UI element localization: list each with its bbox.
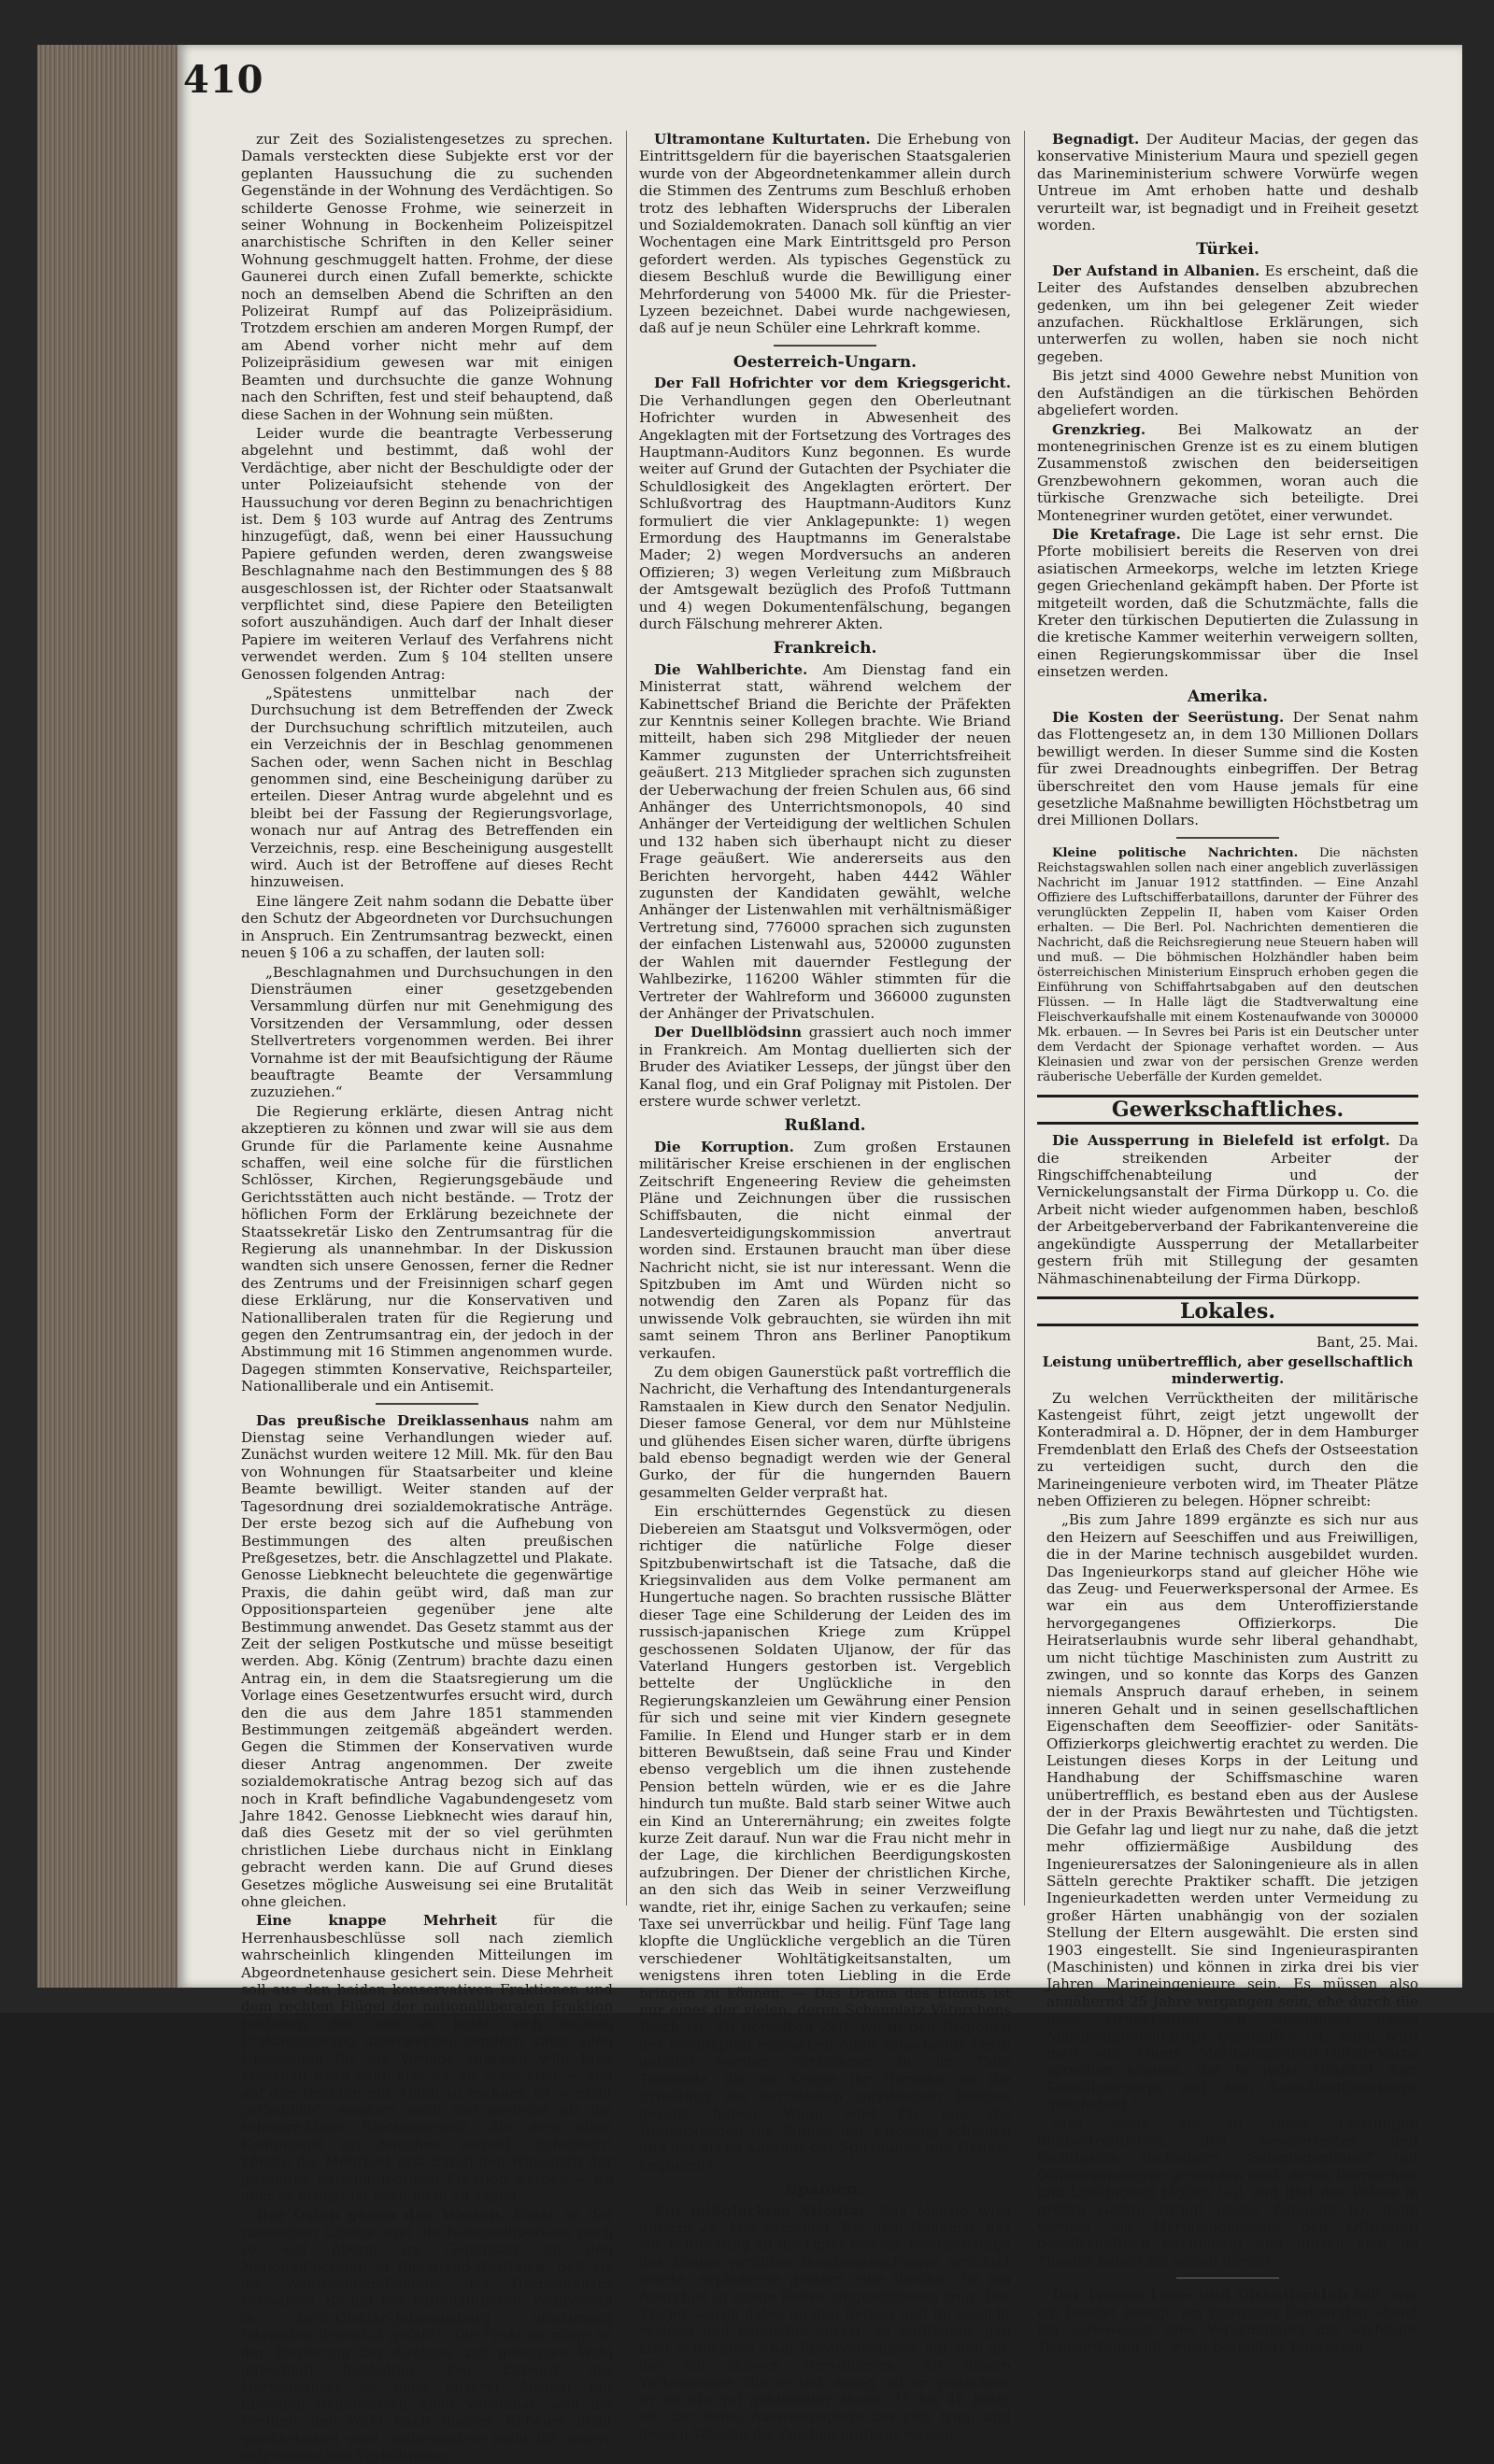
column-1: [241, 131, 614, 2464]
paragraph: Also wenn sie in ihren Leistungen unübertrefflichen, den bewährtesten und tüchtigsten Technikern „Saloningenieure“ mit Offiziersmanieren geworden sind, deren Bornierheit und Unfähigkeit täglich Gut und Blut des Volkes in größte Gefahr bringt (siehe Zeppelin II), dann werden die Marineingenieure den Offizieren gesellschaftlich ebenbürtig und dürfen sich im Theater neben sie setzen dürfen.: [1037, 2115, 1418, 2270]
paragraph: [1037, 2287, 1418, 2356]
column-2: [639, 131, 1011, 2443]
paragraph: [639, 1139, 1011, 1362]
article-lead-heading: Eine knappe Mehrheit: [256, 1912, 498, 1930]
article-title: Leistung unübertrefflich, aber gesellschaftlich minderwertig.: [1042, 1352, 1414, 1388]
article-body-text: Aus Madrid wird unterm 24. Mai gemeldet: Bei dem Denkmal, das zur Erinnerung an die Opfer des am Hochzeitstage des Königs verübten Bombenanschlages errichtet wurde, explodierte gestern eine Bombe, die ein Anarchist in einem Koffer eingeschlossen trug. Der Träger wurde dabei an den Beinen und im Gesicht verletzt und versuchte zuerst, zu entfliehen, gab aber schließlich zwei Revolverschüsse auf sich ab, die ihn schwer verwundeten. An diesen Verletzungen, die er sich zuzog, ist er gestorben. Er ist ein gut gekleideter Mann, 35 bis 40 Jahre alt, der keine Ausweispapiere bei sich trug, und dessen Wäsche die Zeichen entfernt waren.: [639, 2202, 1011, 2443]
section-divider: [1176, 2277, 1279, 2279]
article-body-text: nahm am Dienstag seine Verhandlungen wieder auf. Zunächst wurden weitere 12 Mill. Mk. für den Bau von Wohnungen für Staatsarbeiter und kleine Beamte bewilligt. Weiter standen auf der Tagesordnung drei sozialdemokratische Anträge. Der erste bezog sich auf die Aufhebung von Bestimmungen des alten preußischen Preßgesetzes, betr. die Anschlagzettel und Plakate. Genosse Liebknecht beleuchtete die gegenwärtige Praxis, die dahin geübt wird, daß man zur Oppositionsparteien gegenüber jene alte Bestimmung anwendet. Das Gesetz stammt aus der Zeit der seligen Postkutsche und müsse beseitigt werden. Abg. König (Zentrum) brachte dazu einen Antrag ein, in dem die Staatsregierung um die Vorlage eines Gesetzentwurfes ersucht wird, durch den die aus dem Jahre 1851 stammenden Bestimmungen zeitgemäß abgeändert werden. Gegen die Stimmen der Konservativen wurde dieser Antrag angenommen. Der zweite sozialdemokratische Antrag bezog sich auf das noch in Kraft befindliche Vagabundengesetz vom Jahre 1842. Genosse Liebknecht wies darauf hin, daß dies Gesetz mit der so viel gerühmten christlichen Liebe durchaus nicht in Einklang gebracht werden kann. Die auf Grund dieses Gesetzes mögliche Ausweisung sei eine Brutalität ohne gleichen.: [241, 1411, 613, 1911]
paragraph: Die Regierung erklärte, diesen Antrag nicht akzeptieren zu können und zwar will sie aus dem Grunde für die Parlamente keine Ausnahme schaffen, weil eine solche für die fürstlichen Schlösser, Kirchen, Regierungsgebäude und Gerichtsstätten auch nicht bestände. — Trotz der höflichen Form der Erklärung bezeichnete der Staatssekretär Lisko den Zentrumsantrag für die Regierung als unannehmbar. In der Diskussion wandten sich unsere Genossen, ferner die Redner des Zentrums und der Freisinnigen scharf gegen diese Erklärung, nur die Konservativen und Nationalliberalen traten für die Regierung und gegen den Zentrumsantrag ein, der jedoch in der Abstimmung mit 16 Stimmen angenommen wurde. Dagegen stimmten Konservative, Reichsparteiler, Nationalliberale und ein Antisemit.: [241, 1102, 613, 1395]
paragraph: [639, 1024, 1011, 1110]
article-lead-heading: Die Kretafrage.: [1052, 525, 1181, 543]
department-heading: Gewerkschaftliches.: [1037, 1095, 1418, 1125]
section-heading: Amerika.: [1187, 687, 1269, 706]
article-lead-heading: Der Fall Hofrichter vor dem Kriegsgericht.: [654, 375, 1011, 392]
paragraph: [1037, 421, 1418, 524]
article-body-text: Die Lage ist sehr ernst. Die Pforte mobilisiert bereits die Reserven von drei asiatischen Armeekorps, welche im letzten Kriege gegen Griechenland gekämpft haben. Der Pforte ist mitgeteilt worden, daß die Schutzmächte, falls die Kreter den türkischen Deputierten die Zulassung in die kretische Kammer weiterhin verweigern sollten, einen Regierungskommissar über die Insel einsetzen werden.: [1037, 525, 1418, 681]
paragraph: [1037, 846, 1418, 1085]
article-lead-heading: Das preußische Dreiklassenhaus: [256, 1411, 530, 1429]
article-body-text: Der Senat nahm das Flottengesetz an, in dem 130 Millionen Dollars bewilligt werden. In dieser Summe sind die Kosten für zwei Dreadnoughts einbegriffen. Der Betrag überschreitet den vom Hause jemals für eine gesetzliche Maßnahme bewilligten Höchstbetrag um drei Millionen Dollars.: [1037, 709, 1418, 829]
paragraph: Zu welchen Verrücktheiten der militärische Kastengeist führt, zeigt jetzt ungewollt der Konteradmiral a. D. Höpner, der in dem Hamburger Fremdenblatt den Erlaß des Chefs der Ostseestation zu verteidigen sucht, durch den die Marineingenieure verboten wird, im Theater Plätze neben Offizieren zu belegen. Höpner schreibt:: [1037, 1389, 1418, 1509]
section-divider: [774, 345, 876, 347]
article-lead-heading: Der Aufstand in Albanien.: [1052, 262, 1260, 279]
quoted-paragraph: „Beschlagnahmen und Durchsuchungen in den Diensträumen einer gesetzgebenden Versammlung dürfen nur mit Genehmigung des Vorsitzenden der Versammlung, oder dessen Stellvertreters vorgenommen werden. Bei ihrer Vornahme ist der mit Beaufsichtigung der Räume beauftragte Beamte der Versammlung zuzuziehen.“: [250, 963, 613, 1101]
column-rule-1: [626, 131, 627, 1905]
article-lead-heading: Der Duellblödsinn: [654, 1024, 802, 1041]
paragraph: [1037, 262, 1418, 365]
article-lead-heading: Ultramontane Kulturtaten.: [654, 131, 871, 148]
paragraph: zur Zeit des Sozialistengesetzes zu sprechen. Damals versteckten diese Subjekte erst vor der geplanten Haussuchung die zu suchenden Gegenstände in der Wohnung des Verdächtigen. So schilderte Genosse Frohme, wie seinerzeit in seiner Wohnung in Bockenheim Polizeispitzel anarchistische Schriften in den Keller seiner Wohnung geschmuggelt hatten. Frohme, der diese Gaunerei durch einen Zufall bemerkte, schickte noch an demselben Abend die Schriften an den Polizeirat Rumpf auf das Polizeipräsidium. Trotzdem erschien am anderen Morgen Rumpf, der am Abend vorher nicht mehr auf dem Polizeipräsidium gewesen war mit einigen Beamten und durchsuchte die ganze Wohnung nach den Schriften, fest und steif behauptend, daß diese Sachen in der Wohnung sein müßten.: [241, 131, 613, 423]
paragraph: [639, 661, 1011, 1023]
section-divider: [1176, 837, 1279, 839]
paragraph: [1037, 1132, 1418, 1287]
article-body-text: Die Verhandlungen gegen den Oberleutnant Hofrichter wurden in Abwesenheit des Angeklagten mit der Fortsetzung des Vortrages des Hauptmann-Auditors Kunz begonnen. Es wurde weiter auf Grund der Gutachten der Psychiater die Schuldlosigkeit des Angeklagten erörtert. Der Schlußvortrag des Hauptmann-Auditors Kunz formuliert die vier Anklagepunkte: 1) wegen Ermordung des Hauptmanns im Generalstabe Mader; 2) wegen Mordversuchs an anderen Offizieren; 3) wegen Verleitung zum Mißbrauch der Amtsgewalt bezüglich des Profoß Tuttmann und 4) wegen Dokumentenfälschung, begangen durch Fälschung mehrerer Akten.: [639, 391, 1011, 632]
article-body-text: Der Auditeur Macias, der gegen das konservative Ministerium Maura und speziell gegen das Marineministerium schwere Vorwürfe wegen Untreue im Amt erhoben hatte und deshalb verurteilt war, ist begnadigt und in Freiheit gesetzt worden.: [1037, 131, 1418, 234]
article-lead-heading: Der Frauen-Lese- und Diskutierklub: [1052, 2287, 1347, 2304]
article-body-text: für die Herrenhausbeschlüsse soll nach ziemlich wahrscheinlich klingenden Mitteilungen im Abgeordnetenhause gesichert sein. Diese Mehrheit soll aus den beiden konservativen Fraktionen und dem rechten Flügel der nationalliberalen Fraktion bestehen, der, wie es heißt, sich keinem Fraktionszwang unterwerfen, sondern unter allen Umständen für die Vorlage stimmen will. Eine Mehrheit wäre dann also da, sie wäre aber — und auf den Rechten mit Abfall zu rechnen ist — nicht „erheblich“, sondern noch viel geringer als die schwarz-blaue Blockmehrheit, die dem alten Kompromiß zur Annahme verhalf. „Erheblich“ könnte die Mehrheit erst durch den Hinzutritt der gesamten nationalliberalen Fraktion werden — ob aber er erfolgt ist noch nicht zu sagen.: [241, 1912, 613, 2204]
paragraph: Zu dem obigen Gaunerstück paßt vortrefflich die Nachricht, die Verhaftung des Intendanturgenerals Ramstaalen in Kiew durch den Senator Nedjulin. Dieser famose General, vor dem nur Mühlsteine und glühendes Eisen sicher waren, dürfte übrigens bald ebenso begnadigt werden wie der General Gurko, der für die hungernden Bauern gesammelten Gelder verpraßt hat.: [639, 1364, 1011, 1501]
page-number: 410: [183, 58, 264, 102]
article-body-text: Bei Malkowatz an der montenegrinischen Grenze ist es zu einem blutigen Zusammenstoß zwischen den beiderseitigen Grenzbewohnern gekommen, woran auch die türkische Grenzwache sich beteiligte. Drei Montenegriner wurden getötet, einer verwundet.: [1037, 420, 1418, 524]
article-lead-heading: Der Osten gegen den Westen.: [256, 2206, 505, 2224]
article-lead-heading: Grenzkrieg.: [1052, 420, 1146, 438]
section-heading: Rußland.: [784, 1116, 866, 1136]
article-lead-heading: Begnadigt.: [1052, 131, 1140, 148]
paragraph: Bis jetzt sind 4000 Gewehre nebst Munition von den Aufständigen an die türkischen Behörden abgeliefert worden.: [1037, 367, 1418, 419]
paragraph: [639, 375, 1011, 632]
article-body-text: Am Dienstag fand ein Ministerrat statt, während welchem der Kabinettschef Briand die Berichte der Präfekten zur Kenntnis seiner Kollegen brachte. Wie Briand mitteilt, haben sich 298 Mitglieder der neuen Kammer zugunsten der Unterrichtsfreiheit geäußert. 213 Mitglieder sprachen sich zugunsten der Ueberwachung der freien Schulen aus, 66 sind Anhänger des Unterrichtsmonopols, 40 sind Anhänger der Verteidigung der weltlichen Schulen und 132 haben sich überhaupt nicht zu dieser Frage geäußert. Wie andererseits aus den Berichten hervorgeht, haben 4442 Wähler zugunsten der Kandidaten gewählt, welche Anhänger der Listenwahlen mit verhältnismäßiger Vertretung sind, 776000 sprachen sich zugunsten der einfachen Listenwahl aus, 520000 zugunsten der Wahlen mit dauernder Festlegung der Wahlbezirke, 116200 Wähler stimmten für die Vertreter der Wahlreform und 366000 zugunsten der Anhänger der Privatschulen.: [639, 660, 1011, 1022]
paragraph: [1037, 709, 1418, 829]
article-body-text: Die nächsten Reichstagswahlen sollen nach einer angeblich zuverlässigen Nachricht im Januar 1912 stattfinden. — Eine Anzahl Offiziere des Luftschifferbataillons, darunter der Führer des verunglückten Zeppelin II, haben vom Kaiser Orden erhalten. — Die Berl. Pol. Nachrichten dementieren die Nachricht, daß die Reichsregierung neue Steuern haben will und muß. — Die böhmischen Holzhändler haben beim österreichischen Ministerium Einspruch erhoben gegen die Einführung von Schiffahrtsabgaben auf den deutschen Flüssen. — In Halle lägt die Stadtverwaltung eine Fleischverkaufshalle mit einem Kostenaufwande von 300000 Mk. erbauen. — In Sevres bei Paris ist ein Deutscher unter dem Verdacht der Spionage verhaftet worden. — Aus Kleinasien und zwar von der persischen Grenze werden räuberische Ueberfälle der Kurden gemeldet.: [1037, 845, 1418, 1084]
article-lead-heading: Die Wahlberichte.: [654, 660, 808, 678]
article-lead-heading: Die Aussperrung in Bielefeld ist erfolgt.: [1052, 1132, 1390, 1150]
paragraph: Ein erschütterndes Gegenstück zu diesen Diebereien am Staatsgut und Volksvermögen, oder richtiger die natürliche Folge dieser Spitzbubenwirtschaft ist die Tatsache, daß die Kriegsinvaliden aus dem Volke permanent am Hungertuche nagen. So brachten russische Blätter dieser Tage eine Schilderung der Leiden des im russisch-japanischen Kriege zum Krüppel geschossenen Soldaten Uljanow, der für das Vaterland Hungers gestorben ist. Vergeblich bettelte der Unglückliche in den Regierungskanzleien um Gewährung einer Pension für sich und seine mit vier Kindern gesegnete Familie. In Elend und Hunger starb er in dem bitteren Bewußtsein, daß seine Frau und Kinder ebenso vergeblich um die ihnen zustehende Pension betteln würden, wie er es die Jahre hindurch tun mußte. Bald starb seiner Witwe auch ein Kind an Unterernährung; ein zweites folgte kurze Zeit darauf. Nun war die Frau nicht mehr in der Lage, die kirchlichen Beerdigungskosten aufzubringen. Der Diener der christlichen Kirche, an den sich das Weib in seiner Verzweiflung wandte, riet ihr, einige Sachen zu verkaufen; seine Taxe sei unverrückbar und heilig. Fünf Tage lang klopfte die Unglückliche vergeblich an die Türen verschiedener Wohltätigkeitsanstalten, um wenigstens ihren toten Liebling in die Erde bringen zu können. — Das Drama des Elends ist nur eines der vielen, deren Schauplatz Väterchens Reich ist. Zu derselben Zeit, wo in den Regionen des verlumpten russischen Adels rauschende Feste gefeiert werden, verkommen in der Tiefe Tausende, die im Kriege ihr Herzblut an die Erhaltung des verrotteten zaristischen Reiches gesetzt haben. Wann wird für alle die Unglücklichen die Stunde der Erlösung schlagen und der große Kehraus der Spitzbuben und Henker beginnen?: [639, 1503, 1011, 2174]
dateline: Bant, 25. Mai.: [1316, 1334, 1418, 1352]
section-heading: Frankreich.: [773, 639, 877, 658]
paragraph: [639, 2202, 1011, 2443]
quoted-paragraph: „Bis zum Jahre 1899 ergänzte es sich nur aus den Heizern auf Seeschiffen und aus Freiwilligen, die in der Marine technisch ausgebildet wurden. Das Ingenieurkorps stand auf gleicher Höhe wie das Zeug- und Feuerwerkspersonal der Armee. Es war ein aus dem Unteroffizierstande hervorgegangenes Offizierkorps. Die Heiratserlaubnis wurde sehr liberal gehandhabt, um nicht tüchtige Maschinisten zum Austritt zu zwingen, und so konnte das Korps des Ganzen niemals Anspruch darauf erheben, in seinem inneren Gehalt und in seinen gesellschaftlichen Eigenschaften dem Seeoffizier- oder Sanitäts-Offizierkorps gleichwertig erachtet zu werden. Die Leistungen dieses Korps in der Leitung und Handhabung der Schiffsmaschine waren unübertrefflich, es bestand eben aus der Auslese der in der Praxis Bewährtesten und Tüchtigsten. Die Gefahr lag und liegt nur zu nahe, daß die jetzt mehr offiziermäßige Ausbildung des Ingenieurersatzes der Saloningenieure als in allen Sätteln gerechte Praktiker schafft. Die jetzigen Ingenieurkadetten werden unter Vermeidung zu großer Härten unabhängig von der sozialen Stellung der Eltern ausgewählt. Die ersten sind 1903 eingestellt. Sie sind Ingenieuraspiranten (Maschinisten) und können in zirka drei bis vier Jahren Marineingenieure sein. Es müssen also annähernd 25 Jahre vergangen sein, ehe durch die neue Organisation ein homogenes neues Marineingenieurkorps geschaffen ist; dann wird man von einem Marineingenieur-Offizierkorps sprechen können, das in jeder Hinsicht dem Seeoffizierkorps und dem Sanitätsoffizierkorps gleichsteht.“: [1046, 1511, 1418, 2114]
section-heading: Oesterreich-Ungarn.: [733, 352, 918, 372]
paragraph: [1037, 131, 1418, 234]
quoted-paragraph: „Spätestens unmittelbar nach der Durchsuchung ist dem Betreffenden der Zweck der Durchsuchung schriftlich mitzuteilen, auch ein Verzeichnis der in Beschlag genommenen Sachen oder, wenn Sachen nicht in Beschlag genommen sind, eine Bescheinigung darüber zu erteilen. Dieser Antrag wurde abgelehnt und es bleibt bei der Fassung der Regierungsvorlage, wonach nur auf Antrag des Betreffenden ein Verzeichnis, resp. eine Bescheinigung ausgestellt wird. Auch ist der Betroffene auf dieses Recht hinzuweisen.: [250, 685, 613, 891]
article-body-text: Da die streikenden Arbeiter der Ringschiffchenabteilung und der Vernickelungsanstalt der Firma Dürkopp u. Co. die Arbeit nicht wieder aufgenommen haben, beschloß der Arbeitgeberverband der Fabrikantenvereine die angekündigte Aussperrung der Metallarbeiter gestern früh mit Stillegung der gesamten Nähmaschinenabteilung der Firma Dürkopp.: [1037, 1132, 1418, 1287]
article-lead-heading: Ein mißglücktes Attentat.: [654, 2202, 871, 2219]
article-lead-heading: Die Korruption.: [654, 1138, 794, 1155]
column-rule-2: [1024, 131, 1025, 1905]
article-body-text: Die Erhebung von Eintrittsgeldern für die bayerischen Staatsgalerien wurde von der Abgeordnetenkammer allein durch die Stimmen des Zentrums zum Beschluß erhoben trotz des lebhaften Widerspruchs der Liberalen und Sozialdemokraten. Danach soll künftig an vier Wochentagen eine Mark Eintrittsgeld pro Person gefordert werden. Als typisches Gegenstück zu diesem Beschluß wurde die Bewilligung einer Mehrforderung von 54000 Mk. für die Priester-Lyzeen bezeichnet. Dabei wurde nachgewiesen, daß auf je neun Schüler eine Lehrkraft komme.: [639, 131, 1011, 337]
article-body-text: Zum großen Erstaunen militärischer Kreise erschienen in der englischen Zeitschrift Engeneering Review die geheimsten Pläne und Zeichnungen über die russischen Schiffsbauten, die nicht einmal der Landesverteidigungskommission anvertraut worden sind. Erstaunen braucht man über diese Nachricht nicht, sie ist nur interessant. Wenn die Spitzbuben im Amt und Würden nicht so notwendig den Zaren als Popanz für das unwissende Volk gebrauchten, sie würden ihn mit samt seinem Thron ans Berliner Panoptikum verkaufen.: [639, 1138, 1011, 1362]
paragraph: [639, 131, 1011, 337]
section-divider: [376, 1403, 478, 1405]
article-lead-heading: Kleine politische Nachrichten.: [1052, 845, 1299, 860]
paragraph: [241, 1912, 613, 2204]
article-body-text: hält, wie ein Inserat besagt, am morgigen Donnerstag abend bei Sadewasser eine Versammlung mit wichtiger Tagesordnung ab, wozu besonders hinweisen.: [1037, 2287, 1418, 2356]
paragraph: Eine längere Zeit nahm sodann die Debatte über den Schutz der Abgeordneten vor Durchsuchungen in Anspruch. Ein Zentrumsantrag bezweckt, einen neuen § 106 a zu schaffen, der lauten soll:: [241, 892, 613, 962]
paragraph: [241, 1412, 613, 1911]
paragraph: [1037, 526, 1418, 681]
department-heading: Lokales.: [1037, 1296, 1418, 1326]
article-lead-heading: Die Kosten der Seerüstung.: [1052, 709, 1285, 726]
article-body-text: Sogar an der russischen Grenze sind die Nationalliberalen noch so viel liberal im Gegensatz zu den Nationalliberalen in Rheinland-Westfalen, daß sie die Wahlrechtsmißgeburt des Herrenhauses verwarfen. So hat der nationalliberale Wahlverein in Lyck-Oletzko-Johannisburg einstimmig folgenden Beschluß gefaßt: „Die Fraktion möge an der Forderung der direkten und geheimen Wahl unbedingt festhalten. Der Entwurf des Herrenhauses ist nach unserer Ansicht mit liberalen Grundsätzen nicht vereinbar, weil die Freiheit der Wahl nach diesem Entwurf nicht gewährleistet wird, insbesondere nicht für unsere ostpreußischen Verhältnisse.: [241, 2206, 614, 2464]
column-3: [1037, 131, 1418, 2356]
paragraph: [241, 2206, 613, 2464]
book-spine: [37, 45, 181, 1988]
section-heading: Spanien.: [786, 2180, 864, 2200]
article-body-text: Es erscheint, daß die Leiter des Aufstandes denselben abzubrechen gedenken, um ihn bei gelegener Zeit wieder anzufachen. Rückhaltlose Erklärungen, sich unterwerfen zu wollen, haben sie noch nicht gegeben.: [1037, 262, 1418, 365]
section-heading: Türkei.: [1196, 240, 1259, 260]
article-body-text: grassiert auch noch immer in Frankreich. Am Montag duellierten sich der Bruder des Aviatiker Lesseps, der jüngst über den Kanal flog, und ein Graf Polignay mit Pistolen. Der erstere wurde schwer verletzt.: [639, 1024, 1011, 1110]
paragraph: Leider wurde die beantragte Verbesserung abgelehnt und bestimmt, daß wohl der Verdächtige, aber nicht der Beschuldigte oder der unter Polizeiaufsicht stehende von der Haussuchung vor deren Beginn zu benachrichtigen ist. Dem § 103 wurde auf Antrag des Zentrums hinzugefügt, daß, wenn bei einer Haussuchung Papiere gefunden werden, deren zwangsweise Beschlagnahme nach den Bestimmungen des § 88 ausgeschlossen ist, der Richter oder Staatsanwalt verpflichtet sind, diese Papiere den Beteiligten sofort auszuhändigen. Auch darf der Inhalt dieser Papiere im weiteren Verlauf des Verfahrens nicht verwendet werden. Zum § 104 stellten unsere Genossen folgenden Antrag:: [241, 424, 613, 683]
